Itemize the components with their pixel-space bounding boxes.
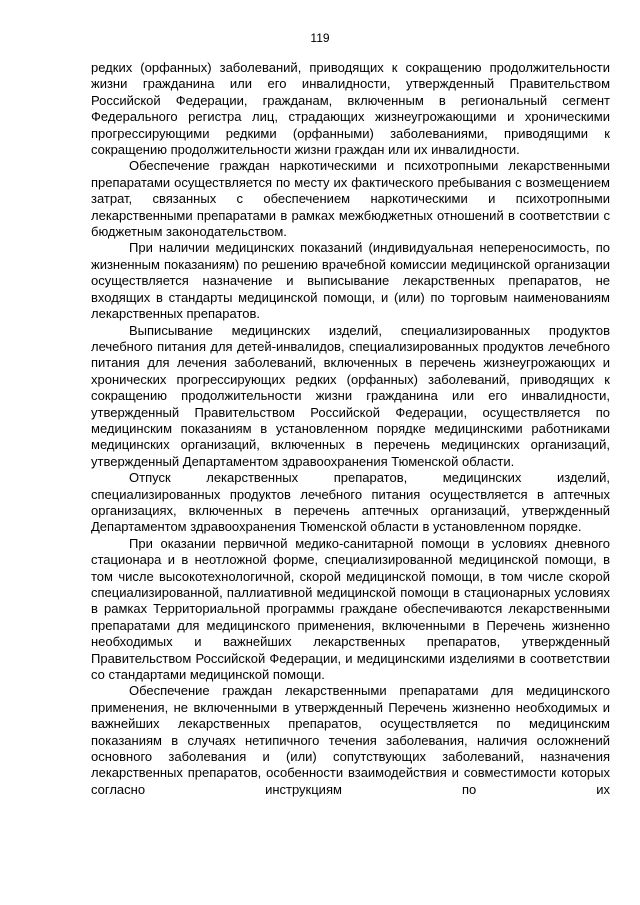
- paragraph-medical-devices: Выписывание медицинских изделий, специализированных продуктов лечебного питания для детей-инвалидов, специализированных продуктов лечебного питания для лечения заболеваний, включенных в перечень жизнеугрожающих и хронических прогрессирующих редких (орфанных) заболеваний, приводящих к сокращению продолжительности жизни гражданина или его инвалидности, утвержденный Правительством Российской Федерации, осуществляется по медицинским показаниям в установленном порядке медицинскими работниками медицинских организаций, включенных в перечень медицинских организаций, утвержденный Департаментом здравоохранения Тюменской области.: [91, 322, 610, 469]
- paragraph-non-listed-drugs: Обеспечение граждан лекарственными препаратами для медицинского применения, не включенными в утвержденный Перечень жизненно необходимых и важнейших лекарственных препаратов, осуществляется по медицинским показаниям в случаях нетипичного течения заболевания, наличия осложнений основного заболевания и (или) сопутствующих заболеваний, назначения лекарственных препаратов, особенности взаимодействия и совместимости которых согласно инструкциям по их: [91, 683, 610, 797]
- paragraph-primary-care: При оказании первичной медико-санитарной помощи в условиях дневного стационара и в неотложной форме, специализированной медицинской помощи, в том числе высокотехнологичной, скорой медицинской помощи, в том числе скорой специализированной, паллиативной медицинской помощи в стационарных условиях в рамках Территориальной программы граждане обеспечиваются лекарственными препаратами для медицинского применения, включенными в Перечень жизненно необходимых и важнейших лекарственных препаратов, утвержденный Правительством Российской Федерации, и медицинскими изделиями в соответствии со стандартами медицинской помощи.: [91, 535, 610, 683]
- paragraph-narcotic-drugs: Обеспечение граждан наркотическими и психотропными лекарственными препаратами осуществляется по месту их фактического пребывания с возмещением затрат, связанных с обеспечением наркотическими и психотропными лекарственными препаратами в рамках межбюджетных отношений в соответствии с бюджетным законодательством.: [91, 158, 610, 240]
- paragraph-medical-indications: При наличии медицинских показаний (индивидуальная непереносимость, по жизненным показаниям) по решению врачебной комиссии медицинской организации осуществляется назначение и выписывание лекарственных препаратов, не входящих в стандарты медицинской помощи, и (или) по торговым наименованиям лекарственных препаратов.: [91, 240, 610, 322]
- paragraph-orphan-diseases: редких (орфанных) заболеваний, приводящих к сокращению продолжительности жизни гражданина или его инвалидности, утвержденный Правительством Российской Федерации, гражданам, включенным в региональный сегмент Федерального регистра лиц, страдающих жизнеугрожающими и хроническими прогрессирующими редкими (орфанными) заболеваниями, приводящими к сокращению продолжительности жизни граждан или их инвалидности.: [91, 60, 610, 158]
- document-body: [91, 60, 610, 798]
- page-number: 119: [310, 31, 330, 45]
- paragraph-dispensing: Отпуск лекарственных препаратов, медицинских изделий, специализированных продуктов лечебного питания осуществляется в аптечных организациях, включенных в перечень аптечных организаций, утвержденный Департаментом здравоохранения Тюменской области в установленном порядке.: [91, 470, 610, 535]
